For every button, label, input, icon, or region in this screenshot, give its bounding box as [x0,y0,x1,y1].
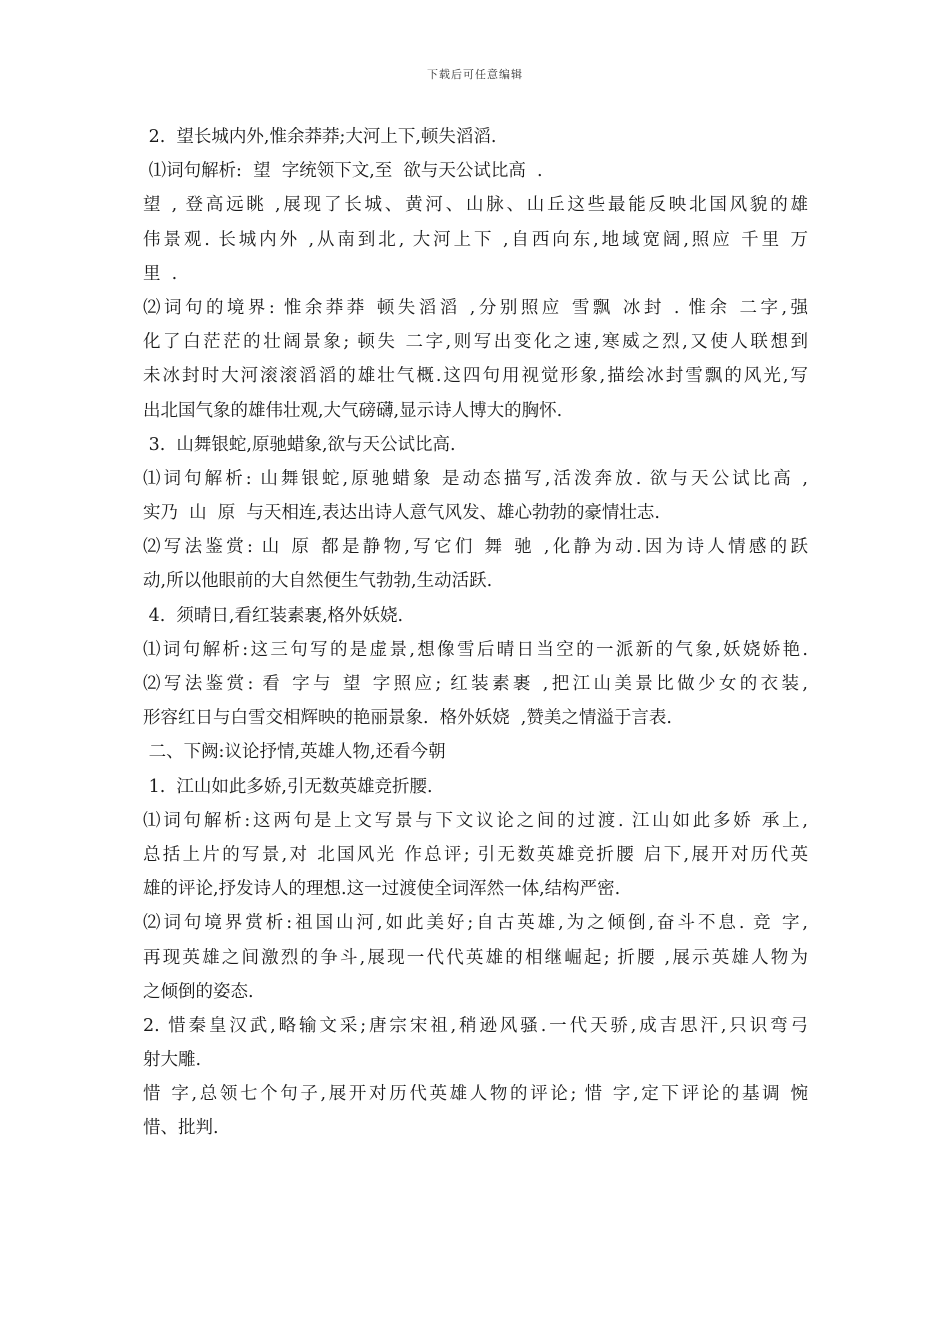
text-line: 2. 惜秦皇汉武,略输文采;唐宗宋祖,稍逊风骚.一代天骄,成吉思汗,只识弯弓 [143,1015,808,1036]
text-line: ⑵写法鉴赏: 山 原 都是静物,写它们 舞 驰 ,化静为动.因为诗人情感的跃 [143,537,808,558]
text-line: 未冰封时大河滚滚滔滔的雄壮气概.这四句用视觉形象,描绘冰封雪飘的风光,写 [143,366,808,387]
text-line: 再现英雄之间激烈的争斗,展现一代代英雄的相继崛起; 折腰 ,展示英雄人物为 [143,947,808,968]
text-line: 之倾倒的姿态. [143,981,254,1002]
text-line: ⑴词句解析: 山舞银蛇,原驰蜡象 是动态描写,活泼奔放. 欲与天公试比高 , [143,468,808,489]
text-line: 伟景观. 长城内外 ,从南到北, 大河上下 ,自西向东,地域宽阔,照应 千里 万 [143,229,808,250]
text-line: 出北国气象的雄伟壮观,大气磅礴,显示诗人博大的胸怀. [143,400,563,421]
page-header: 下载后可任意编辑 [427,68,523,81]
text-line: 动,所以他眼前的大自然便生气勃勃,生动活跃. [143,571,493,592]
text-line: 总括上片的写景,对 北国风光 作总评; 引无数英雄竞折腰 启下,展开对历代英 [143,844,808,865]
text-line: 实乃 山 原 与天相连,表达出诗人意气风发、雄心勃勃的豪情壮志. [143,503,660,524]
text-line: ⑵词句境界赏析:祖国山河,如此美好;自古英雄,为之倾倒,奋斗不息. 竞 字, [143,913,808,934]
text-line: ⑴词句解析:这三句写的是虚景,想像雪后晴日当空的一派新的气象,妖娆娇艳. [143,639,808,660]
text-line: 二、下阙:议论抒情,英雄人物,还看今朝 [143,742,446,763]
text-line: 形容红日与白雪交相辉映的艳丽景象. 格外妖娆 ,赞美之情溢于言表. [143,708,672,729]
text-line: 1. 江山如此多娇,引无数英雄竞折腰. [143,776,433,797]
text-line: 3. 山舞银蛇,原驰蜡象,欲与天公试比高. [143,434,456,455]
text-line: ⑵词句的境界: 惟余莽莽 顿失滔滔 ,分别照应 雪飘 冰封 . 惟余 二字,强 [143,297,808,318]
text-line: 2. 望长城内外,惟余莽莽;大河上下,顿失滔滔. [143,127,497,147]
text-line: ⑴词句解析: 望 字统领下文,至 欲与天公试比高 . [143,161,543,182]
text-line: 惜 字,总领七个句子,展开对历代英雄人物的评论; 惜 字,定下评论的基调 惋 [143,1084,808,1105]
text-line: 射大雕. [143,1050,202,1071]
text-line: 雄的评论,抒发诗人的理想.这一过渡使全词浑然一体,结构严密. [143,879,621,900]
text-line: 望 , 登高远眺 ,展现了长城、黄河、山脉、山丘这些最能反映北国风貌的雄 [143,195,808,216]
text-line: 惜、批判. [143,1118,219,1139]
text-line: 里 . [143,263,178,284]
text-line: ⑴词句解析:这两句是上文写景与下文议论之间的过渡. 江山如此多娇 承上, [143,810,808,831]
document-body [143,120,808,1146]
text-line: 4. 须晴日,看红装素裹,格外妖娆. [143,605,404,626]
text-line: 化了白茫茫的壮阔景象; 顿失 二字,则写出变化之速,寒威之烈,又使人联想到 [143,332,808,353]
text-line: ⑵写法鉴赏: 看 字与 望 字照应; 红装素裹 ,把江山美景比做少女的衣装, [143,674,808,694]
